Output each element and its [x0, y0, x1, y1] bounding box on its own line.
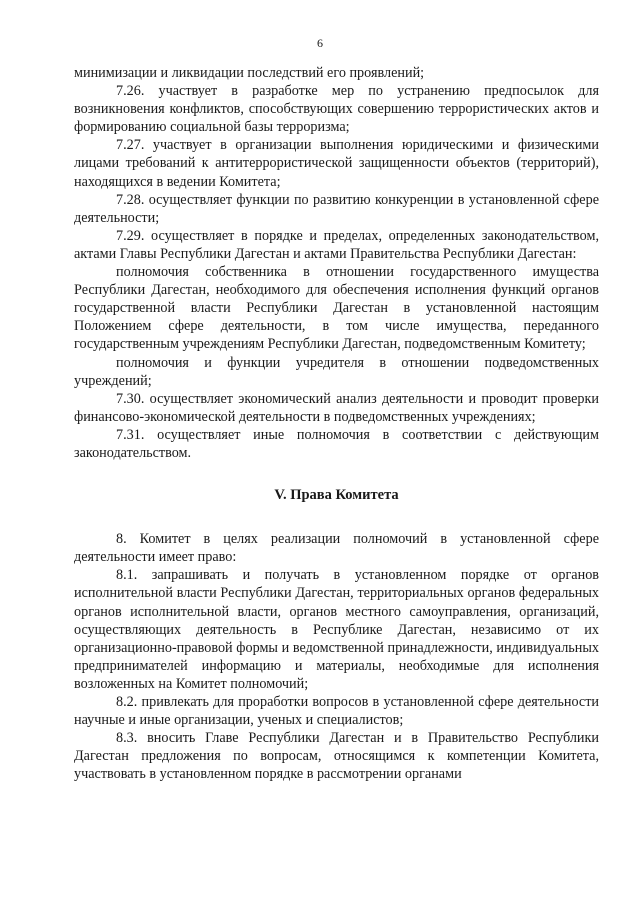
- paragraph-7-28: 7.28. осуществляет функции по развитию конкуренции в установленной сфере деятельности;: [74, 191, 599, 226]
- paragraph-7-31: 7.31. осуществляет иные полномочия в соответствии с действующим законодательством.: [74, 426, 599, 461]
- paragraph-8-1: 8.1. запрашивать и получать в установленном порядке от органов исполнительной власти Республики Дагестан, территориальных органов федеральных органов исполнительной власти, органов местного самоуправления, организаций, осуществляющих деятельность в Республике Дагестан, независимо от их организационно-правовой формы и ведомственной принадлежности, индивидуальных предпринимателей информацию и материалы, необходимые для исполнения возложенных на Комитет полномочий;: [74, 567, 599, 692]
- paragraph-8: 8. Комитет в целях реализации полномочий в установленной сфере деятельности имеет право:: [74, 531, 599, 566]
- paragraph-ownership-powers: полномочия собственника в отношении государственного имущества Республики Дагестан, необходимого для обеспечения исполнения функций органов государственной власти Республики Дагестан в установленной настоящим Положением сфере деятельности, в том числе имущества, переданного государственным учреждениям Республики Дагестан, подведомственным Комитету;: [74, 264, 599, 353]
- page-number: 6: [317, 36, 323, 50]
- document-body: [74, 64, 599, 783]
- section-heading: V. Права Комитета: [274, 487, 399, 504]
- paragraph-7-27: 7.27. участвует в организации выполнения юридическими и физическими лицами требований к антитеррористической защищенности объектов (территорий), находящихся в ведении Комитета;: [74, 137, 599, 190]
- paragraph-7-26: 7.26. участвует в разработке мер по устранению предпосылок для возникновения конфликтов, способствующих совершению террористических актов и формированию социальной базы терроризма;: [74, 83, 599, 136]
- paragraph-8-2: 8.2. привлекать для проработки вопросов в установленной сфере деятельности научные и иные организации, ученых и специалистов;: [74, 694, 599, 729]
- paragraph-7-30: 7.30. осуществляет экономический анализ деятельности и проводит проверки финансово-экономической деятельности в подведомственных учреждениях;: [74, 390, 599, 425]
- paragraph-0: минимизации и ликвидации последствий его проявлений;: [74, 65, 425, 81]
- paragraph-7-29: 7.29. осуществляет в порядке и пределах, определенных законодательством, актами Главы Республики Дагестан и актами Правительства Республики Дагестан:: [74, 227, 599, 262]
- paragraph-founder-powers: полномочия и функции учредителя в отношении подведомственных учреждений;: [74, 354, 599, 389]
- paragraph-8-3: 8.3. вносить Главе Республики Дагестан и в Правительство Республики Дагестан предложения по вопросам, относящимся к компетенции Комитета, участвовать в установленном порядке в рассмотрении органами: [74, 730, 599, 783]
